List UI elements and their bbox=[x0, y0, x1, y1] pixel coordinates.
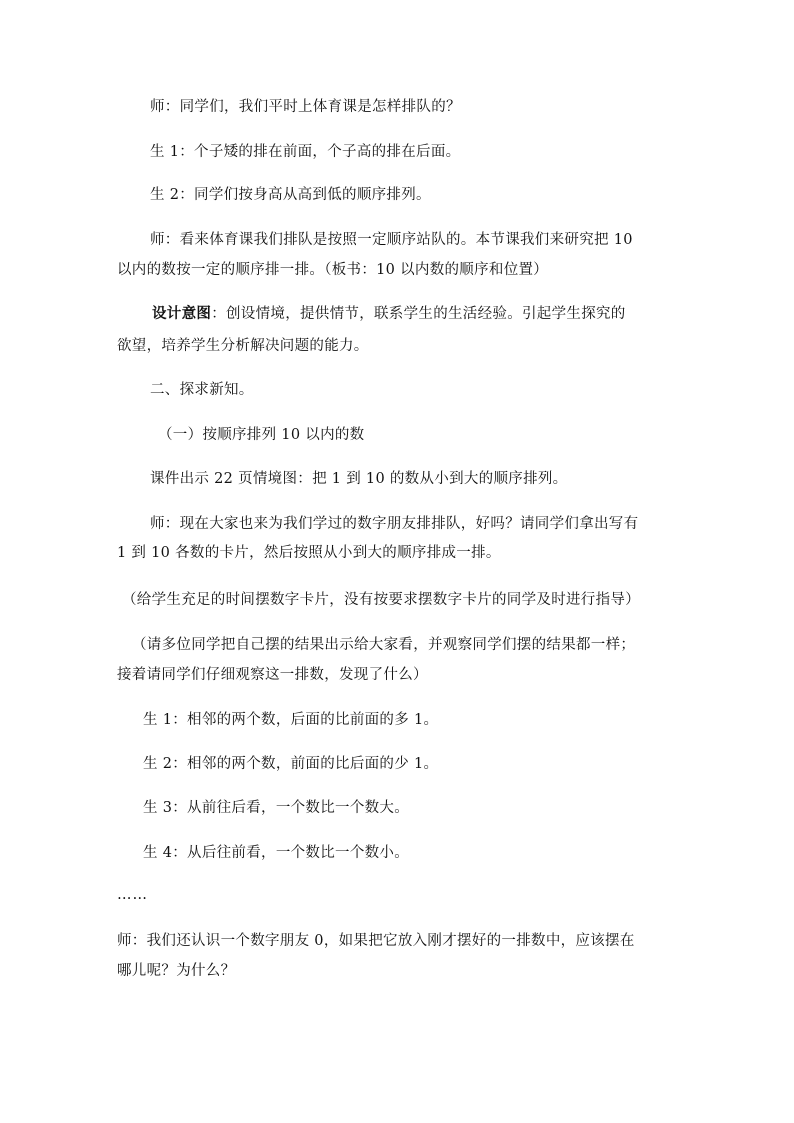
paragraph-design-intent-line2: 欲望，培养学生分析解决问题的能力。 bbox=[117, 338, 369, 354]
paragraph-note-observe-line2: 接着请同学们仔细观察这一排数，发现了什么） bbox=[117, 667, 428, 683]
design-intent-label: 设计意图 bbox=[152, 305, 212, 322]
design-intent-text: ：创设情境，提供情节，联系学生的生活经验。引起学生探究的 bbox=[211, 306, 626, 322]
paragraph-student-2-finding: 生 2：相邻的两个数，前面的比后面的少 1。 bbox=[143, 756, 439, 772]
paragraph-teacher-question: 师：同学们，我们平时上体育课是怎样排队的？ bbox=[150, 99, 461, 115]
paragraph-teacher-zero-line1: 师：我们还认识一个数字朋友 0，如果把它放入刚才摆好的一排数中，应该摆在 bbox=[117, 933, 635, 949]
paragraph-student-3-finding: 生 3：从前往后看，一个数比一个数大。 bbox=[143, 800, 410, 816]
paragraph-teacher-intro-line1: 师：看来体育课我们排队是按照一定顺序站队的。本节课我们来研究把 10 bbox=[150, 232, 633, 248]
paragraph-courseware: 课件出示 22 页情境图：把 1 到 10 的数从小到大的顺序排列。 bbox=[150, 471, 568, 487]
paragraph-teacher-cards-line2: 1 到 10 各数的卡片，然后按照从小到大的顺序排成一排。 bbox=[117, 545, 501, 561]
paragraph-teacher-cards-line1: 师：现在大家也来为我们学过的数字朋友排排队，好吗？请同学们拿出写有 bbox=[150, 516, 639, 532]
paragraph-student-4-finding: 生 4：从后往前看，一个数比一个数小。 bbox=[143, 845, 410, 861]
paragraph-student-1-finding: 生 1：相邻的两个数，后面的比前面的多 1。 bbox=[143, 712, 439, 728]
section-heading-explore: 二、探求新知。 bbox=[150, 382, 254, 398]
subsection-heading-order: （一）按顺序排列 10 以内的数 bbox=[158, 427, 365, 443]
paragraph-design-intent-line1 bbox=[152, 303, 626, 325]
paragraph-note-observe-line1: （请多位同学把自己摆的结果出示给大家看，并观察同学们摆的结果都一样； bbox=[132, 637, 636, 653]
paragraph-note-time: （给学生充足的时间摆数字卡片，没有按要求摆数字卡片的同学及时进行指导） bbox=[122, 592, 640, 608]
paragraph-teacher-zero-line2: 哪儿呢？为什么？ bbox=[117, 963, 236, 979]
paragraph-teacher-intro-line2: 以内的数按一定的顺序排一排。（板书：10 以内数的顺序和位置） bbox=[117, 262, 549, 278]
paragraph-student-1-answer: 生 1：个子矮的排在前面，个子高的排在后面。 bbox=[150, 144, 461, 160]
ellipsis: …… bbox=[117, 887, 148, 903]
paragraph-student-2-answer: 生 2：同学们按身高从高到低的顺序排列。 bbox=[150, 187, 431, 203]
